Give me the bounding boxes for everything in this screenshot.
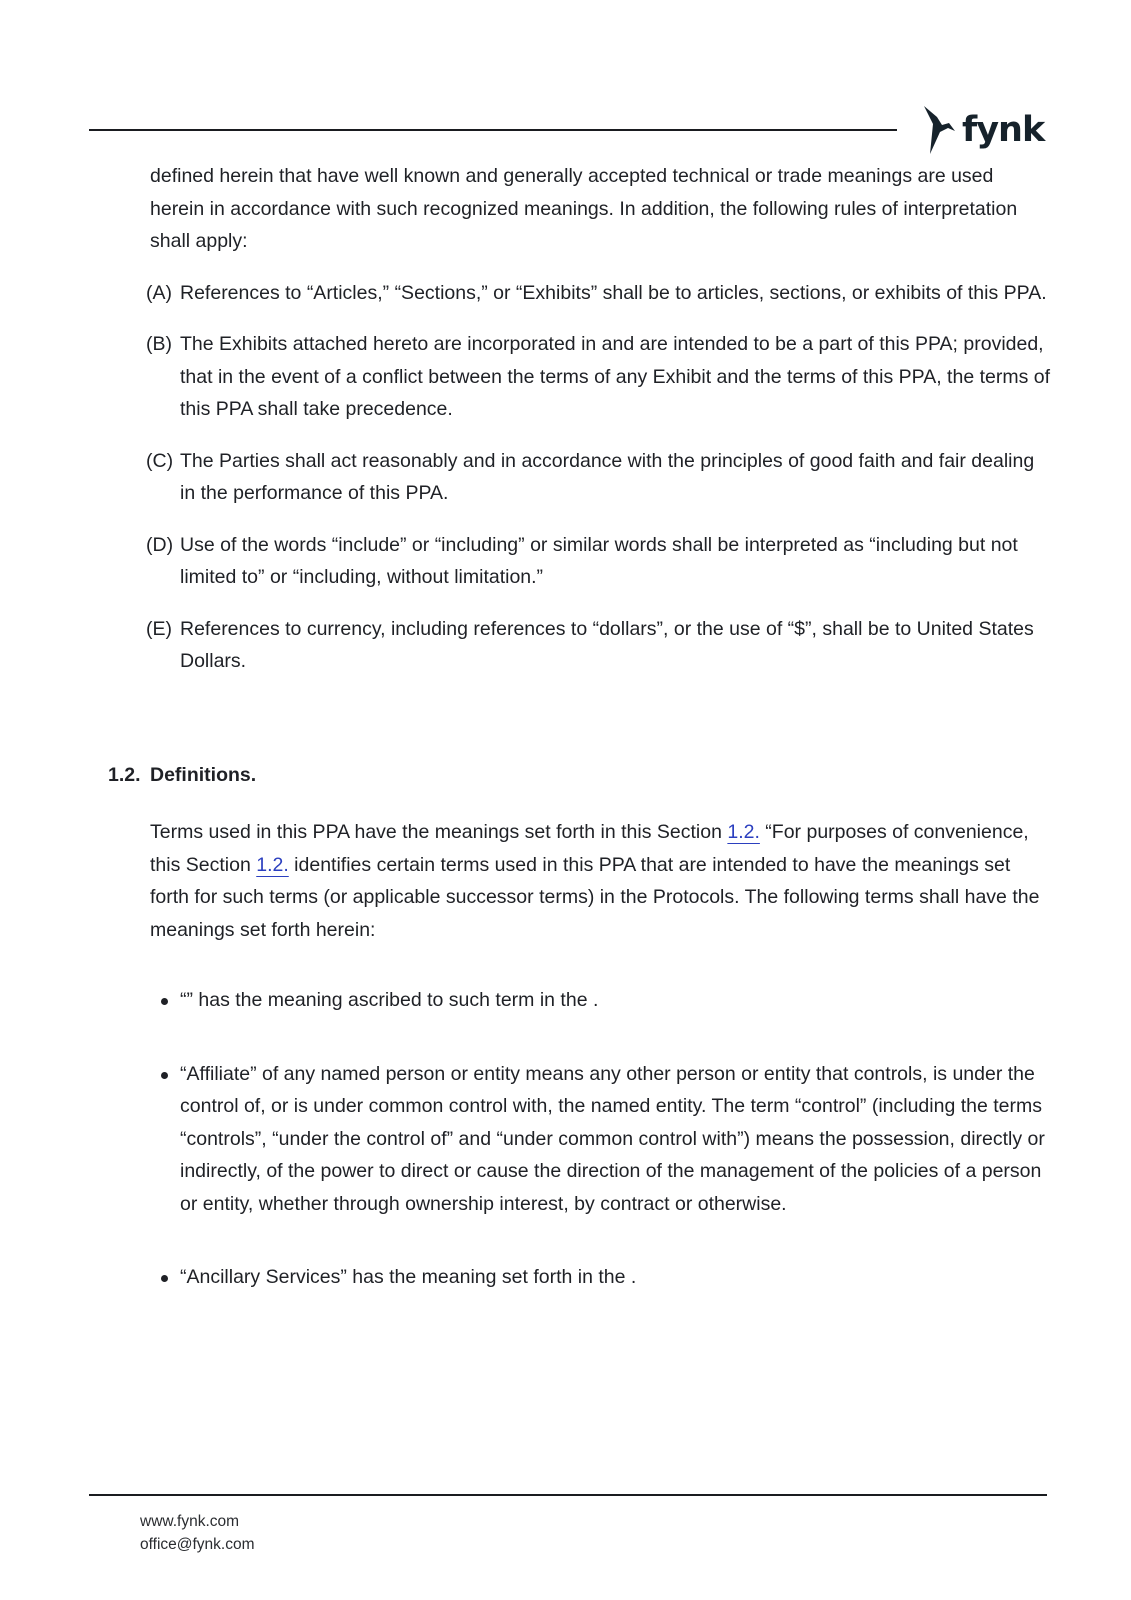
definitions-list (150, 984, 1050, 1294)
definitions-intro-text: Terms used in this PPA have the meanings set forth in this Section (150, 821, 728, 843)
rule-item (146, 613, 1050, 678)
interpretation-rules (146, 160, 1051, 697)
definitions-section (150, 816, 1050, 1335)
rules-list (146, 277, 1051, 678)
rule-marker: (E) (146, 617, 172, 640)
rule-marker: (A) (146, 281, 172, 304)
rule-item (146, 328, 1051, 426)
definitions-intro (150, 816, 1050, 946)
rule-marker: (D) (146, 533, 174, 556)
section-number: 1.2. (108, 764, 141, 786)
definition-item: “” has the meaning ascribed to such term in the . (150, 984, 1050, 1017)
rule-marker: (B) (146, 333, 172, 355)
rule-item (146, 445, 1050, 510)
footer-email[interactable]: office@fynk.com (140, 1536, 255, 1553)
definition-item: “Affiliate” of any named person or entity means any other person or entity that controls, is under the control of, or is under common control with, the named entity. The term “control” (including the terms “controls”, “under the control of” and “under common control with”) means the possession, directly or indirectly, of the power to direct or cause the direction of the management of the policies of a person or entity, whether through ownership interest, by contract or otherwise. (150, 1058, 1050, 1221)
section-reference-link[interactable]: 1.2. (256, 853, 289, 876)
intro-paragraph: defined herein that have well known and generally accepted technical or trade meanings are used herein in accordance with such recognized meanings. In addition, the following rules of interpretation shall apply: (150, 165, 1018, 252)
rule-text: The Parties shall act reasonably and in accordance with the principles of good faith and fair dealing in the performance of this PPA. (180, 449, 1035, 504)
header-divider (89, 129, 897, 131)
rule-text: The Exhibits attached hereto are incorporated in and are intended to be a part of this PPA; provided, that in the event of a conflict between the terms of any Exhibit and the terms of this PPA, the terms of this PPA shall take precedence. (180, 333, 1051, 420)
footer-divider (89, 1494, 1047, 1496)
brand-logo (918, 103, 1044, 157)
rule-item (146, 277, 1050, 310)
footer-website[interactable]: www.fynk.com (140, 1513, 240, 1530)
section-reference-link[interactable]: 1.2. (727, 821, 760, 843)
rule-text: Use of the words “include” or “including” or similar words shall be interpreted as “including but not limited to” or “including, without limitation.” (180, 533, 1018, 588)
footer (140, 1510, 255, 1556)
rule-item (146, 529, 1050, 594)
rule-marker: (C) (146, 449, 174, 472)
rule-text: References to “Articles,” “Sections,” or “Exhibits” shall be to articles, sections, or exhibits of this PPA. (180, 281, 1047, 304)
rule-text: References to currency, including references to “dollars”, or the use of “$”, shall be to United States Dollars. (180, 617, 1034, 672)
definition-item: “Ancillary Services” has the meaning set forth in the . (150, 1261, 1050, 1294)
definitions-intro-text: identifies certain terms used in this PPA that are intended to have the meanings set forth for such terms (or applicable successor terms) in the Protocols. The following terms shall have the meanings set forth herein: (150, 853, 1040, 941)
section-title: Definitions. (150, 764, 257, 786)
logo-text: fynk (962, 109, 1045, 150)
section-heading (108, 762, 256, 788)
bird-icon (918, 104, 956, 156)
definitions-intro-text: “For purposes of convenience, this Section (150, 821, 1029, 876)
